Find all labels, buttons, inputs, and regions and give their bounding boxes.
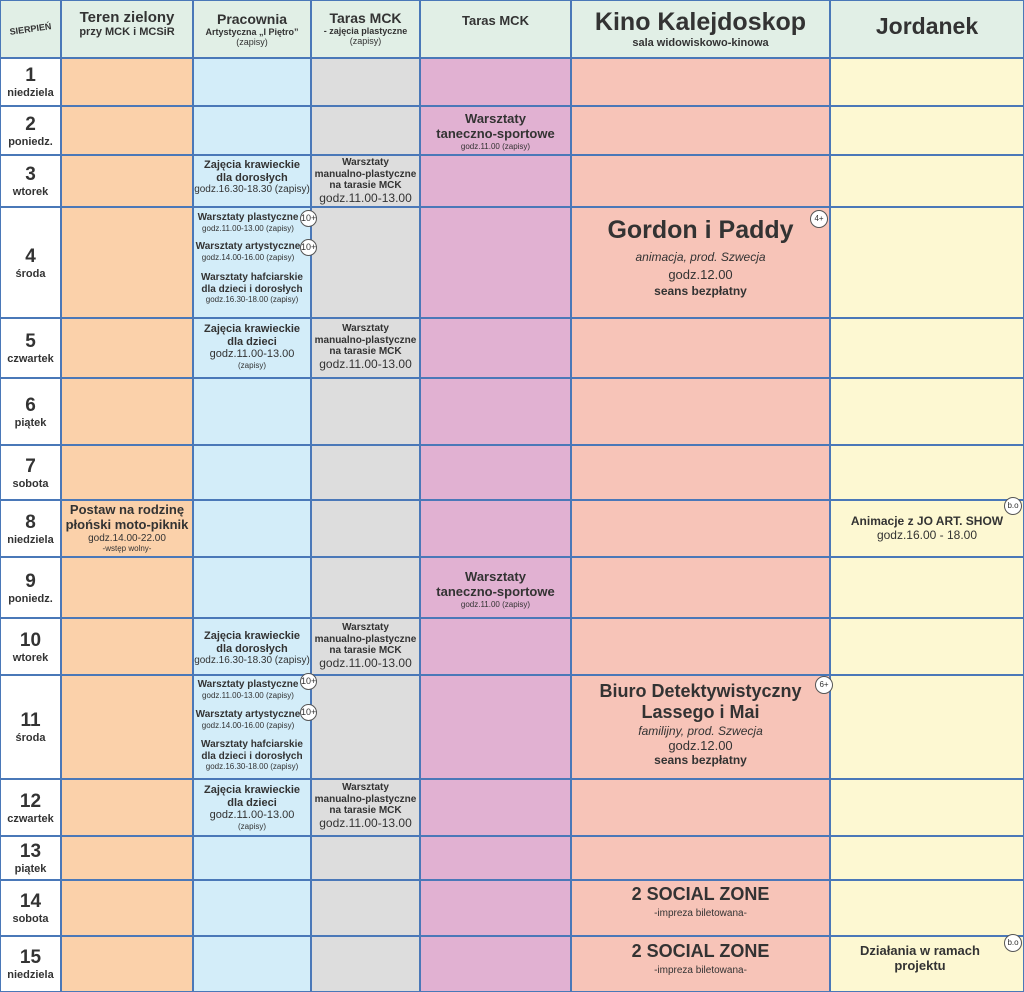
day-number: 15 [19, 947, 42, 968]
event-title: Biuro Detektywistyczny [599, 681, 802, 701]
day-name: niedziela [7, 87, 54, 99]
schedule-cell [193, 557, 311, 618]
event-title: płoński moto-piknik [65, 516, 189, 532]
event-title: Warsztaty plastyczne [197, 679, 299, 690]
event-title: na tarasie MCK [329, 645, 402, 656]
schedule-cell [311, 500, 420, 557]
event-title: Warsztaty [465, 111, 526, 126]
event-title: Warsztaty [342, 622, 389, 633]
day-name: poniedz. [8, 592, 53, 605]
event-terrace-workshop [311, 323, 420, 371]
day-label [0, 500, 61, 557]
schedule-cell [61, 155, 193, 207]
day-name: poniedz. [8, 135, 53, 148]
event-title: manualno-plastyczne [314, 633, 417, 645]
event-title: Warsztaty [342, 157, 389, 168]
event-terrace-workshop [311, 782, 420, 830]
schedule-cell [311, 675, 420, 779]
schedule-cell [571, 836, 830, 880]
event-time: godz.11.00-13.00 [319, 815, 412, 830]
event-title: Zajęcia krawieckie [203, 323, 300, 335]
event-dance-workshop [420, 570, 571, 609]
event-time: godz.16.30-18.30 (zapisy) [194, 184, 310, 196]
event-title: manualno-plastyczne [314, 168, 417, 180]
header-title: Pracownia [216, 11, 288, 27]
schedule-cell [571, 779, 830, 836]
schedule-cell [311, 378, 420, 445]
schedule-cell [830, 318, 1024, 378]
day-label [0, 836, 61, 880]
day-number: 2 [25, 113, 36, 135]
schedule-cell [571, 58, 830, 106]
event-note: -impreza biletowana- [654, 907, 747, 919]
header-title: Taras MCK [329, 10, 402, 26]
schedule-cell [830, 58, 1024, 106]
schedule-cell [61, 58, 193, 106]
schedule-cell [420, 207, 571, 318]
event-art-workshop [193, 212, 303, 233]
event-social-zone [571, 884, 830, 919]
schedule-cell [830, 155, 1024, 207]
header-title: Jordanek [875, 13, 979, 39]
event-title: Warsztaty hafciarskie [201, 272, 303, 283]
schedule-cell [830, 557, 1024, 618]
event-title: projektu [894, 957, 946, 973]
schedule-cell [830, 106, 1024, 155]
schedule-cell [311, 58, 420, 106]
schedule-cell [193, 445, 311, 500]
day-label [0, 378, 61, 445]
header-subtitle: - zajęcia plastyczne [323, 26, 408, 36]
header-subtitle: przy MCK i MCSiR [79, 26, 175, 38]
event-time: godz.14.00-16.00 (zapisy) [201, 252, 295, 262]
day-number: 12 [19, 790, 42, 812]
schedule-cell [61, 936, 193, 992]
event-title: na tarasie MCK [329, 180, 402, 191]
event-note: (zapisy) [237, 360, 266, 370]
event-time: godz.11.00 (zapisy) [460, 141, 531, 151]
day-label [0, 936, 61, 992]
event-title: manualno-plastyczne [314, 334, 417, 346]
schedule-cell [830, 836, 1024, 880]
schedule-cell [61, 779, 193, 836]
month-label-text: SIERPIEŃ [8, 21, 52, 37]
event-jo-art-show [830, 515, 1024, 543]
header-col5 [571, 0, 830, 58]
day-number: 7 [25, 455, 36, 477]
schedule-cell [420, 445, 571, 500]
event-time: godz.11.00-13.00 (zapisy) [202, 223, 294, 233]
age-badge: 4+ [810, 210, 828, 228]
schedule-cell [311, 836, 420, 880]
schedule-cell [420, 318, 571, 378]
day-label [0, 557, 61, 618]
day-label [0, 58, 61, 106]
event-title: dla dzieci [227, 796, 277, 809]
schedule-cell [420, 155, 571, 207]
event-title: Warsztaty [342, 323, 389, 334]
schedule-cell [420, 500, 571, 557]
schedule-cell [420, 836, 571, 880]
day-number: 10 [19, 629, 42, 651]
schedule-cell [61, 106, 193, 155]
event-title: Warsztaty plastyczne [197, 212, 299, 223]
day-label [0, 106, 61, 155]
header-subtitle: sala widowiskowo-kinowa [632, 37, 769, 49]
event-project-activities [830, 944, 1010, 974]
age-badge: b.o [1004, 934, 1022, 952]
schedule-cell [830, 880, 1024, 936]
day-name: wtorek [12, 651, 49, 664]
day-name: sobota [12, 913, 49, 925]
event-title: dla dzieci i dorosłych [201, 750, 303, 762]
day-label [0, 155, 61, 207]
event-note: seans bezpłatny [654, 284, 747, 299]
schedule-cell [571, 318, 830, 378]
event-title: Lassego i Mai [641, 701, 760, 722]
event-time: godz.11.00-13.00 [319, 190, 412, 205]
schedule-cell [420, 378, 571, 445]
header-title: Teren zielony [79, 9, 175, 26]
age-badge: b.o [1004, 497, 1022, 515]
age-badge: 10+ [300, 210, 317, 227]
schedule-cell [311, 106, 420, 155]
day-name: środa [15, 267, 46, 280]
event-title: taneczno-sportowe [436, 125, 555, 141]
event-time: godz.12.00 [668, 266, 733, 282]
header-subtitle: Artystyczna „I Piętro” [205, 27, 299, 37]
day-number: 3 [25, 164, 36, 185]
schedule-cell [571, 500, 830, 557]
day-name: sobota [12, 477, 49, 490]
schedule-cell [571, 445, 830, 500]
header-note: (zapisy) [236, 37, 268, 47]
event-film-screening [571, 681, 830, 768]
schedule-cell [311, 557, 420, 618]
schedule-cell [61, 378, 193, 445]
schedule-cell [420, 58, 571, 106]
schedule-cell [61, 318, 193, 378]
event-note: -impreza biletowana- [654, 964, 747, 976]
day-name: niedziela [7, 969, 54, 981]
schedule-cell [61, 207, 193, 318]
schedule-cell [571, 106, 830, 155]
event-title: dla dzieci [227, 335, 277, 348]
day-label [0, 779, 61, 836]
header-col2 [193, 0, 311, 58]
schedule-cell [61, 618, 193, 675]
header-col3 [311, 0, 420, 58]
event-art-workshop [193, 679, 303, 700]
schedule-cell [193, 58, 311, 106]
event-sewing-kids [193, 323, 311, 370]
day-number: 1 [25, 65, 36, 86]
day-number: 6 [25, 394, 36, 416]
event-sewing-adults [193, 158, 311, 196]
schedule-cell [193, 500, 311, 557]
schedule-cell [571, 557, 830, 618]
schedule-cell [193, 106, 311, 155]
header-col4 [420, 0, 571, 58]
event-title: Zajęcia krawieckie [203, 784, 300, 796]
schedule-cell [420, 936, 571, 992]
day-number: 5 [25, 331, 36, 352]
event-title: na tarasie MCK [329, 805, 402, 816]
schedule-cell [830, 378, 1024, 445]
schedule-cell [571, 378, 830, 445]
event-title: manualno-plastyczne [314, 793, 417, 805]
day-number: 11 [20, 710, 41, 731]
header-col6 [830, 0, 1024, 58]
schedule-cell [193, 936, 311, 992]
day-number: 13 [19, 841, 42, 862]
header-note: (zapisy) [349, 36, 382, 46]
schedule-cell [311, 880, 420, 936]
event-artistic-workshop [193, 241, 303, 262]
event-title: Warsztaty [465, 569, 526, 584]
schedule-cell [61, 445, 193, 500]
schedule-cell [61, 675, 193, 779]
event-title: Zajęcia krawieckie [203, 630, 300, 642]
schedule-cell [830, 675, 1024, 779]
day-name: czwartek [7, 353, 54, 365]
event-sewing-adults [193, 630, 311, 667]
day-name: wtorek [12, 186, 49, 198]
event-artistic-workshop [193, 709, 303, 730]
day-name: piątek [14, 416, 47, 429]
event-title: Warsztaty artystyczne [195, 709, 301, 720]
event-title: dla dorosłych [216, 171, 288, 184]
event-time: godz.11.00 (zapisy) [460, 599, 531, 609]
event-time: godz.12.00 [668, 738, 733, 754]
day-label [0, 318, 61, 378]
age-badge: 10+ [300, 704, 317, 721]
event-time: godz.16.30-18.00 (zapisy) [205, 295, 299, 304]
schedule-cell [830, 779, 1024, 836]
day-name: środa [15, 732, 46, 744]
schedule-cell [61, 557, 193, 618]
event-social-zone [571, 941, 830, 976]
event-sewing-kids [193, 784, 311, 831]
schedule-cell [830, 207, 1024, 318]
schedule-cell [193, 378, 311, 445]
event-title: na tarasie MCK [329, 346, 402, 357]
month-label [0, 0, 61, 58]
event-title: dla dorosłych [216, 642, 288, 655]
event-moto-picnic [61, 503, 193, 554]
event-title: dla dzieci i dorosłych [201, 283, 303, 295]
event-time: godz.11.00-13.00 [209, 348, 295, 361]
event-time: godz.16.30-18.00 (zapisy) [205, 762, 299, 771]
event-note: -wstęp wolny- [102, 544, 152, 554]
schedule-cell [61, 880, 193, 936]
event-title: Postaw na rodzinę [69, 502, 185, 517]
schedule-cell [420, 618, 571, 675]
event-time: godz.16.00 - 18.00 [876, 527, 978, 542]
day-number: 14 [19, 891, 42, 912]
event-dance-workshop [420, 112, 571, 151]
event-genre: animacja, prod. Szwecja [635, 249, 766, 264]
event-time: godz.14.00-22.00 [88, 532, 166, 544]
event-title: Animacje z JO ART. SHOW [850, 514, 1004, 528]
event-terrace-workshop [311, 622, 420, 670]
day-name: czwartek [7, 812, 54, 825]
day-label [0, 675, 61, 779]
schedule-cell [571, 618, 830, 675]
day-name: niedziela [7, 533, 54, 546]
event-time: godz.11.00-13.00 [319, 356, 412, 371]
event-title: 2 SOCIAL ZONE [631, 884, 770, 904]
event-title: Warsztaty [342, 782, 389, 793]
event-title: 2 SOCIAL ZONE [631, 941, 770, 961]
header-title: Taras MCK [462, 13, 529, 28]
event-time: godz.16.30-18.30 (zapisy) [194, 655, 310, 667]
schedule-cell [420, 880, 571, 936]
header-col1 [61, 0, 193, 58]
day-label [0, 207, 61, 318]
day-label [0, 445, 61, 500]
schedule-cell [830, 445, 1024, 500]
schedule-cell [420, 779, 571, 836]
event-title: Gordon i Paddy [607, 216, 794, 244]
schedule-cell [571, 155, 830, 207]
event-title: Warsztaty artystyczne [195, 241, 301, 252]
event-title: Warsztaty hafciarskie [201, 739, 303, 750]
event-embroidery-workshop [193, 739, 311, 771]
day-number: 4 [25, 245, 36, 267]
event-terrace-workshop [311, 157, 420, 205]
age-badge: 10+ [300, 673, 317, 690]
day-name: piątek [14, 863, 47, 875]
schedule-cell [193, 836, 311, 880]
schedule-cell [420, 675, 571, 779]
schedule-cell [61, 836, 193, 880]
event-title: Zajęcia krawieckie [203, 159, 300, 171]
schedule-cell [311, 445, 420, 500]
event-time: godz.11.00-13.00 (zapisy) [202, 690, 294, 700]
event-time: godz.11.00-13.00 [319, 655, 412, 670]
event-note: (zapisy) [237, 821, 266, 831]
age-badge: 10+ [300, 239, 317, 256]
event-title: taneczno-sportowe [436, 583, 555, 599]
age-badge: 6+ [815, 676, 833, 694]
day-label [0, 618, 61, 675]
event-time: godz.14.00-16.00 (zapisy) [201, 720, 295, 730]
event-title: Działania w ramach [860, 943, 980, 958]
day-number: 8 [25, 511, 36, 533]
schedule-cell [311, 207, 420, 318]
event-genre: familijny, prod. Szwecja [638, 724, 763, 739]
day-label [0, 880, 61, 936]
schedule-cell [830, 618, 1024, 675]
event-time: godz.11.00-13.00 [209, 809, 295, 822]
day-number: 9 [25, 570, 36, 592]
header-title: Kino Kalejdoskop [594, 8, 807, 36]
event-note: seans bezpłatny [654, 753, 747, 768]
schedule-cell [193, 880, 311, 936]
event-embroidery-workshop [193, 272, 311, 304]
event-film-screening [571, 216, 830, 299]
schedule-cell [311, 936, 420, 992]
